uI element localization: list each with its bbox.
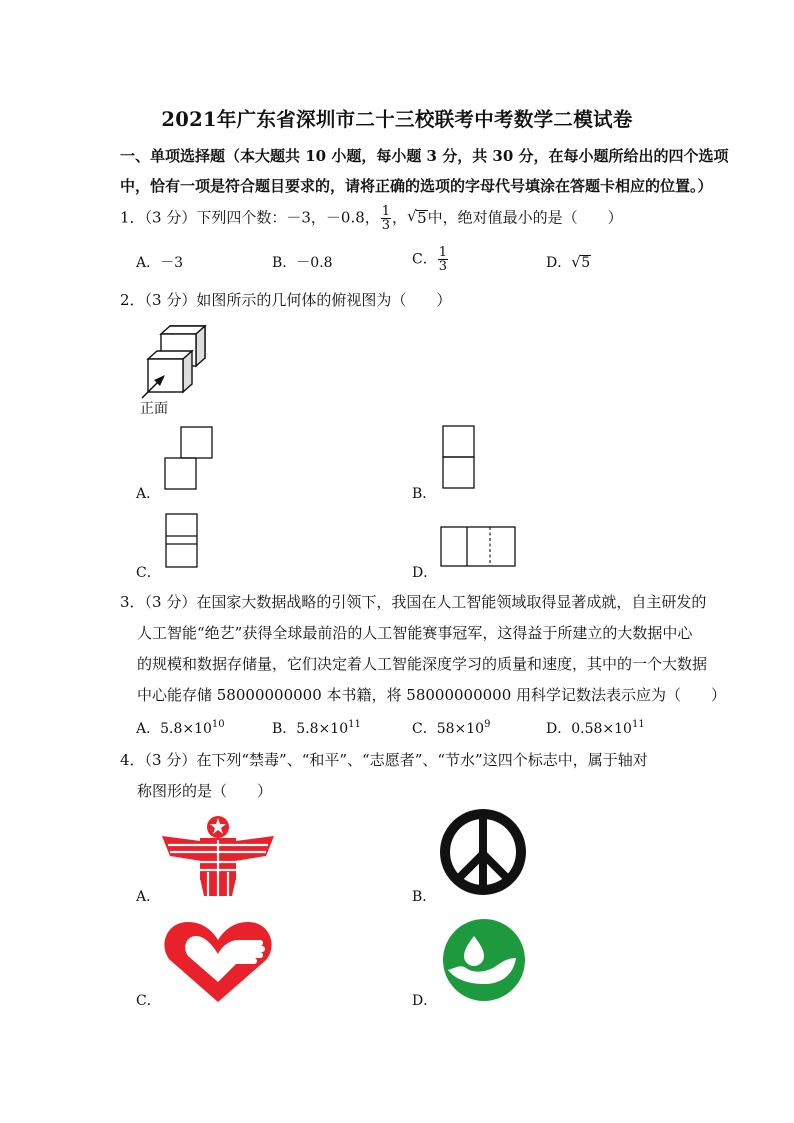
q4-option-b-label: B．	[412, 889, 437, 905]
q2-option-a-label: A．	[136, 486, 161, 502]
q1-option-d: D． √ 5	[546, 253, 591, 271]
q2-option-b-figure	[442, 425, 476, 491]
q1-suffix: 中，绝对值最小的是（ ）	[427, 208, 623, 227]
q2-front-label: 正面	[140, 401, 168, 417]
q1-comma: ，	[392, 208, 408, 227]
q1-option-c-fraction: $\frac{1}{3}$	[438, 245, 447, 274]
q1-option-a: A．－3	[136, 255, 184, 271]
volunteer-logo-icon	[162, 920, 274, 1004]
question-2: 2．（3 分）如图所示的几何体的俯视图为（ ）	[120, 291, 452, 309]
page-title: 2021年广东省深圳市二十三校联考中考数学二模试卷	[161, 108, 633, 131]
question-4-line2: 称图形的是（ ）	[137, 782, 273, 800]
q1-sqrt: √ 5	[407, 206, 427, 227]
question-4-line1: 4．（3 分）在下列“禁毒”、“和平”、“志愿者”、“节水”这四个标志中，属于轴对	[120, 751, 648, 769]
q3-option-b: B．$5.8\times 10^{11}$	[272, 719, 361, 737]
q1-option-d-sqrt: √ 5	[571, 253, 591, 271]
q2-option-c-label: C．	[136, 565, 161, 581]
q1-option-b: B．－0.8	[272, 255, 333, 271]
q1-fraction: $\frac{1}{3}$	[381, 204, 391, 233]
peace-logo-icon	[439, 808, 527, 896]
q4-option-a-label: A．	[136, 889, 161, 905]
q2-solid-figure	[140, 318, 220, 398]
section-heading-line1: 一、单项选择题（本大题共 10 小题，每小题 3 分，共 30 分，在每小题所给出的四个选项	[120, 147, 729, 165]
section-heading-line2: 中，恰有一项是符合题目要求的，请将正确的选项的字母代号填涂在答题卡相应的位置。）	[120, 177, 713, 195]
q1-prefix: 1．（3 分）下列四个数：－3，－0.8，	[120, 208, 380, 227]
q4-option-c-label: C．	[136, 993, 161, 1009]
q4-option-d-label: D．	[412, 993, 438, 1009]
question-3-line2: 人工智能“绝艺”获得全球最前沿的人工智能赛事冠军，这得益于所建立的大数据中心	[137, 624, 693, 642]
q3-option-a: A．$5.8\times 10^{10}$	[136, 719, 225, 737]
question-3-line1: 3．（3 分）在国家大数据战略的引领下，我国在人工智能领域取得显著成就，自主研发的	[120, 593, 707, 611]
question-3-line4: 中心能存储 58000000000 本书籍，将 58000000000 用科学记数法表示应为（ ）	[137, 686, 727, 704]
q2-option-d-label: D．	[412, 565, 438, 581]
q1-option-c: C． $\frac{1}{3}$	[412, 245, 447, 274]
question-1	[120, 205, 623, 232]
water-saving-logo-icon	[442, 918, 526, 1002]
q2-option-c-figure	[165, 513, 199, 569]
q2-option-d-figure	[440, 526, 518, 568]
q3-option-d: D．$0.58\times 10^{11}$	[546, 719, 645, 737]
q2-option-b-label: B．	[412, 486, 437, 502]
q3-option-c: C．$58\times 10^9$	[412, 719, 491, 737]
anti-drug-logo-icon	[160, 812, 276, 898]
question-3-line3: 的规模和数据存储量，它们决定着人工智能深度学习的质量和速度，其中的一个大数据	[137, 655, 708, 673]
q2-option-a-figure	[164, 426, 214, 491]
